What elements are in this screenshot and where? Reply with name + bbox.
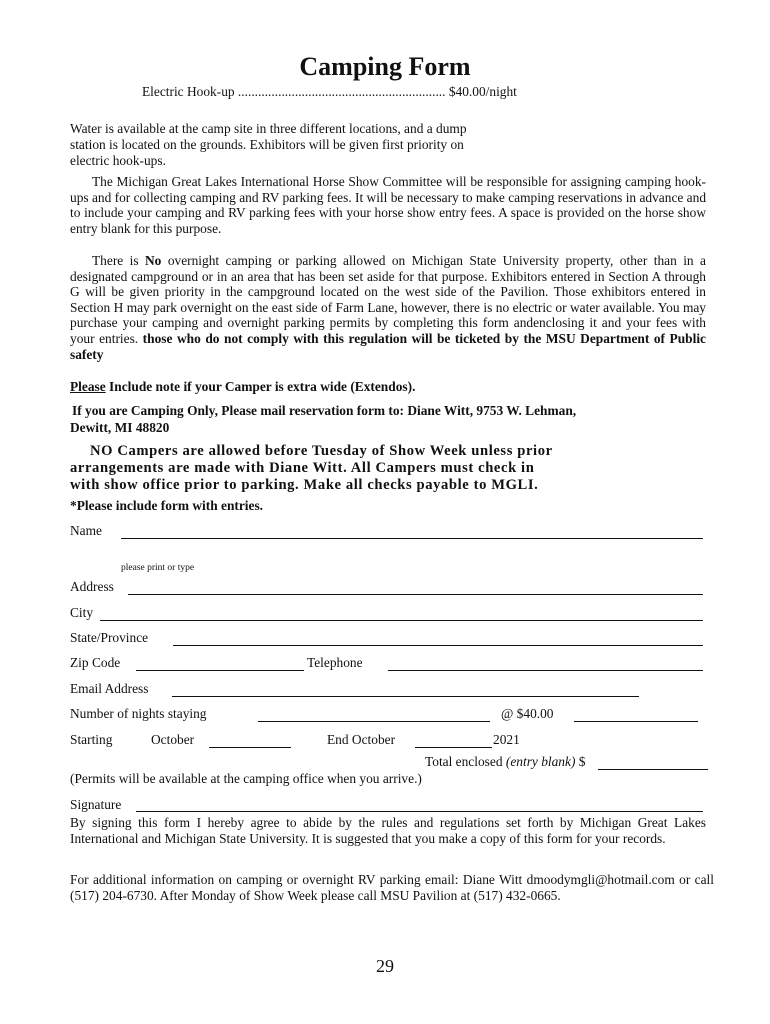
- permits-note: (Permits will be available at the camping office when you arrive.): [70, 771, 422, 786]
- starting-month-label: October: [151, 732, 195, 747]
- water-line-2: station is located on the grounds. Exhibitors will be given first priority on: [70, 137, 464, 152]
- committee-paragraph: The Michigan Great Lakes International Horse Show Committee will be responsible for assigning camping hook-ups and for collecting camping and RV parking fees. It will be necessary to make camping reservations in advance and to include your camping and RV parking fees with your horse show entry fees. A space is provided on the horse show entry blank for this purpose.: [70, 174, 707, 236]
- start-date-field[interactable]: [209, 747, 291, 748]
- email-label: Email Address: [70, 681, 149, 696]
- state-label: State/Province: [70, 630, 149, 645]
- total-field[interactable]: [598, 769, 708, 770]
- total-text: Total enclosed: [425, 754, 506, 769]
- agreement-paragraph: By signing this form I hereby agree to abide by the rules and regulations set forth by Michigan Great Lakes International and Michigan State University. It is suggested that you make a copy of this form for your records.: [70, 815, 706, 846]
- mail-line-1: If you are Camping Only, Please mail reservation form to: Diane Witt, 9753 W. Lehman,: [72, 403, 577, 418]
- water-line-3: electric hook-ups.: [70, 153, 166, 168]
- extra-wide-note: [70, 379, 415, 395]
- city-label: City: [70, 605, 94, 620]
- mail-line-2: Dewitt, MI 48820: [70, 420, 170, 435]
- state-field[interactable]: [173, 645, 703, 646]
- year-label: 2021: [493, 732, 520, 747]
- total-enclosed-label: [425, 754, 585, 770]
- end-label: End October: [327, 732, 396, 747]
- form-title: Camping Form: [299, 52, 471, 81]
- please-label: Please: [70, 379, 106, 394]
- end-date-field[interactable]: [415, 747, 492, 748]
- ticket-warning: those who do not comply with this regulation will be ticketed by the MSU Department of Public safety: [70, 330, 707, 362]
- nights-field[interactable]: [258, 721, 490, 722]
- email-field[interactable]: [172, 696, 639, 697]
- rate-label: @ $40.00: [501, 706, 554, 721]
- include-note: *Please include form with entries.: [70, 498, 264, 513]
- name-field[interactable]: [121, 538, 703, 539]
- notice-line-1: NO Campers are allowed before Tuesday of Show Week unless prior: [90, 443, 553, 459]
- nights-cost-field[interactable]: [574, 721, 698, 722]
- page-number: 29: [376, 956, 394, 976]
- signature-field[interactable]: [136, 811, 703, 812]
- overnight-paragraph: [70, 253, 706, 362]
- overnight-text-b: overnight camping or parking allowed on Michigan State University property, other than in a designated campground or in an area that has been set aside for that purpose. Exhibitors entered in Section A through G will be given priority in the campground located on the west side of the Pavilion. Those exhibitors entered in Section H may park overnight on the east side of Farm Lane, however, there is no electric or water available. You may purchase your camping and overnight parking permits by completing this form andenclosing it and your fees with your entries.: [70, 253, 706, 346]
- zip-label: Zip Code: [70, 655, 121, 670]
- notice-line-2: arrangements are made with Diane Witt. All Campers must check in: [70, 460, 535, 476]
- notice-line-3: with show office prior to parking. Make all checks payable to MGLI.: [70, 477, 539, 493]
- overnight-text-a: There is: [92, 253, 146, 268]
- entry-blank-note: (entry blank): [505, 754, 576, 769]
- telephone-label: Telephone: [307, 655, 363, 670]
- extra-wide-text: Include note if your Camper is extra wide (Extendos).: [105, 379, 416, 394]
- name-label: Name: [70, 523, 102, 538]
- dollar-sign: $: [575, 754, 586, 769]
- no-emphasis: No: [145, 253, 162, 268]
- zip-field[interactable]: [136, 670, 304, 671]
- nights-label: Number of nights staying: [70, 706, 207, 721]
- address-field[interactable]: [128, 594, 703, 595]
- city-field[interactable]: [100, 620, 703, 621]
- address-label: Address: [70, 579, 114, 594]
- water-line-1: Water is available at the camp site in three different locations, and a dump: [70, 121, 467, 136]
- contact-paragraph: For additional information on camping or overnight RV parking email: Diane Witt dmoodymgli@hotmail.com or call (517) 204-6730. After Monday of Show Week please call MSU Pavilion at (517) 432-0665.: [70, 872, 714, 903]
- telephone-field[interactable]: [388, 670, 703, 671]
- starting-label: Starting: [70, 732, 113, 747]
- print-hint: please print or type: [121, 563, 195, 573]
- signature-label: Signature: [70, 797, 122, 812]
- electric-hookup-rate: Electric Hook-up .............................................................. $40.00/night: [142, 84, 517, 99]
